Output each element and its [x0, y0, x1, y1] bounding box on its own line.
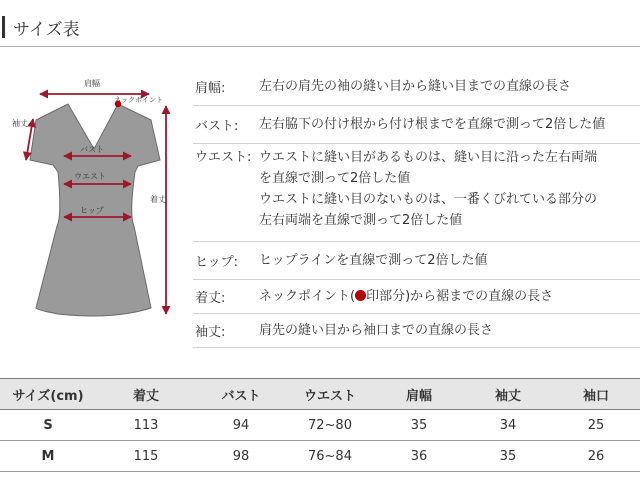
definition-text: を直線で測って2倍した値	[259, 171, 411, 186]
title-accent-bar	[2, 16, 5, 38]
definition-row-length	[193, 280, 640, 314]
definition-text: ヒップラインを直線で測って2倍した値	[259, 253, 488, 268]
table-cell: 115	[96, 441, 196, 472]
table-cell: 34	[464, 410, 552, 441]
definition-text: ウエストに縫い目のないものは、一番くびれている部分の	[259, 192, 598, 207]
size-table-header: サイズ(cm)	[0, 379, 96, 410]
size-table-header: 着丈	[96, 379, 196, 410]
diagram-label-waist: ウエスト	[74, 172, 106, 181]
definition-term: 着丈:	[195, 291, 226, 306]
diagram-label-length: 着丈	[150, 195, 166, 204]
table-cell: 35	[374, 410, 464, 441]
table-cell: 94	[196, 410, 286, 441]
size-table-header: 肩幅	[374, 379, 464, 410]
table-cell: 25	[552, 410, 640, 441]
size-label: S	[0, 410, 96, 441]
table-cell: 98	[196, 441, 286, 472]
page-header	[0, 10, 80, 44]
definition-text: 肩先の縫い目から袖口までの直線の長さ	[259, 323, 494, 338]
page-title: サイズ表	[13, 19, 80, 40]
table-cell: 26	[552, 441, 640, 472]
diagram-label-bust: バスト	[80, 145, 104, 154]
table-cell: 76~84	[286, 441, 374, 472]
definition-row-bust	[193, 106, 640, 144]
table-cell: 35	[464, 441, 552, 472]
definition-text: 左右脇下の付け根から付け根までを直線で測って2倍した値	[259, 117, 606, 132]
definition-text-block	[259, 147, 597, 231]
definition-text: ウエストに縫い目があるものは、縫い目に沿った左右両端	[259, 150, 598, 165]
size-table-header-row	[0, 379, 640, 410]
size-table	[0, 378, 640, 472]
diagram-label-neck-point: ネックポイント	[114, 96, 163, 104]
definition-row-hip	[193, 242, 640, 280]
size-label: M	[0, 441, 96, 472]
definition-text: 左右の肩先の袖の縫い目から縫い目までの直線の長さ	[259, 79, 572, 94]
measurement-definitions	[193, 68, 640, 348]
diagram-label-sleeve: 袖丈	[12, 119, 28, 128]
table-cell: 36	[374, 441, 464, 472]
size-table-header: 袖丈	[464, 379, 552, 410]
table-row	[0, 410, 640, 441]
definition-text	[259, 286, 553, 307]
dress-measurement-diagram	[0, 68, 186, 330]
table-row	[0, 441, 640, 472]
diagram-label-shoulder: 肩幅	[84, 79, 100, 88]
size-table-header: 袖口	[552, 379, 640, 410]
definition-term: ウエスト:	[195, 150, 252, 165]
definition-term: 肩幅:	[195, 81, 226, 96]
definition-term: ヒップ:	[195, 255, 238, 270]
definition-text-before: ネックポイント(	[259, 289, 356, 304]
definition-row-sleeve	[193, 314, 640, 348]
definition-term: 袖丈:	[195, 325, 226, 340]
definition-text: 左右両端を直線で測って2倍した値	[259, 213, 463, 228]
table-cell: 72~80	[286, 410, 374, 441]
red-dot-icon	[355, 290, 366, 301]
definition-term: バスト:	[195, 119, 239, 134]
table-cell: 113	[96, 410, 196, 441]
size-table-header: バスト	[196, 379, 286, 410]
definition-text-after: 印部分)から裾までの直線の長さ	[366, 289, 554, 304]
definition-row-waist	[193, 144, 640, 242]
definition-row-shoulder	[193, 68, 640, 106]
diagram-label-hip: ヒップ	[80, 206, 104, 215]
header-divider	[0, 46, 640, 47]
size-table-header: ウエスト	[286, 379, 374, 410]
